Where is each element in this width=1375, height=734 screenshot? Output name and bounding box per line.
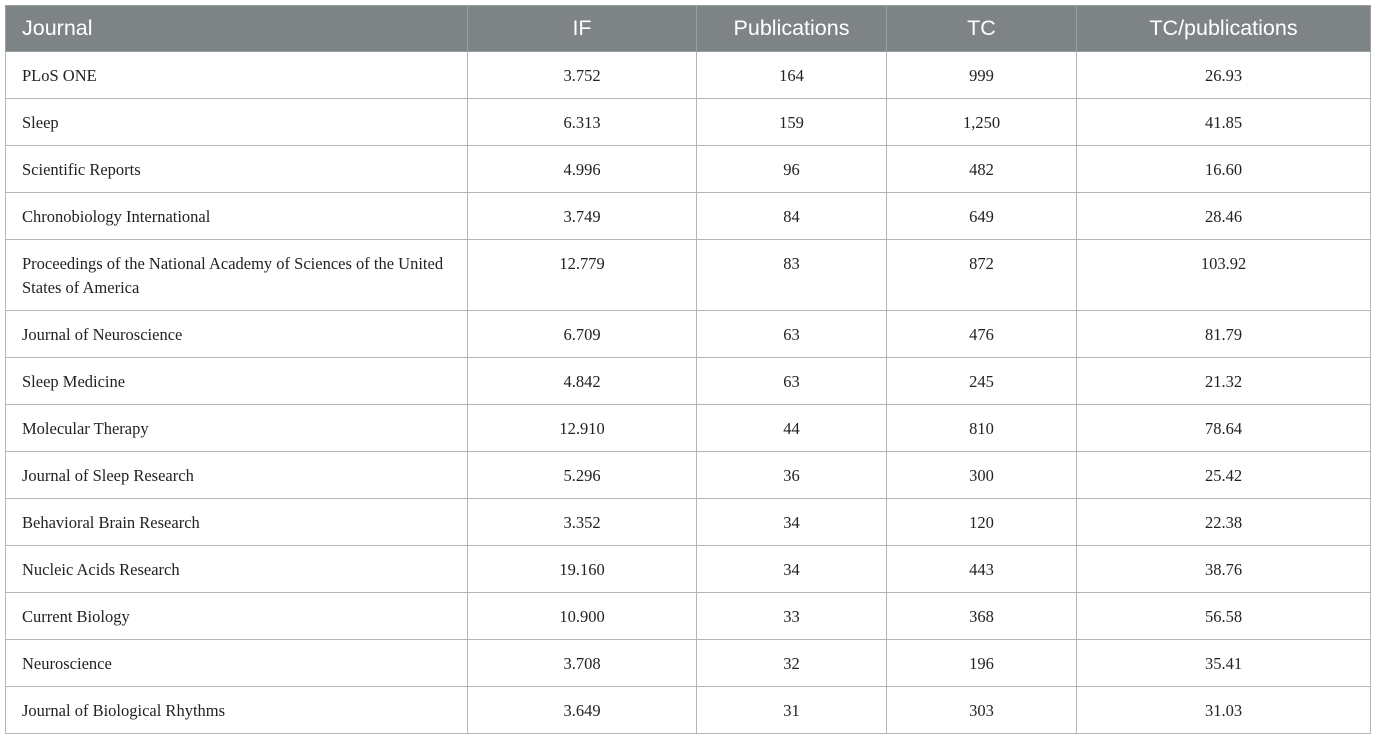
tc-cell: 443 [887,546,1077,593]
journal-cell: Chronobiology International [6,193,468,240]
journal-cell: Journal of Sleep Research [6,452,468,499]
journal-table [5,5,1371,734]
tc-cell: 872 [887,240,1077,311]
publications-cell: 83 [697,240,887,311]
publications-cell: 34 [697,546,887,593]
table-row [6,52,1371,99]
table-row [6,405,1371,452]
journal-cell: Current Biology [6,593,468,640]
table-row [6,311,1371,358]
tc-per-publication-cell: 35.41 [1077,640,1371,687]
tc-per-publication-cell: 16.60 [1077,146,1371,193]
table-row [6,499,1371,546]
table-row [6,593,1371,640]
tc-cell: 482 [887,146,1077,193]
publications-cell: 34 [697,499,887,546]
table-row [6,146,1371,193]
if-cell: 3.752 [468,52,697,99]
table-row [6,240,1371,311]
table-header [6,6,1371,52]
column-header-journal: Journal [6,6,468,52]
tc-cell: 476 [887,311,1077,358]
publications-cell: 31 [697,687,887,734]
publications-cell: 32 [697,640,887,687]
if-cell: 10.900 [468,593,697,640]
table-body [6,52,1371,734]
journal-cell: Nucleic Acids Research [6,546,468,593]
tc-cell: 120 [887,499,1077,546]
column-header-if: IF [468,6,697,52]
tc-per-publication-cell: 38.76 [1077,546,1371,593]
journal-cell: Behavioral Brain Research [6,499,468,546]
tc-per-publication-cell: 22.38 [1077,499,1371,546]
publications-cell: 164 [697,52,887,99]
column-header-tc-per-publication: TC/publications [1077,6,1371,52]
tc-per-publication-cell: 103.92 [1077,240,1371,311]
journal-cell: PLoS ONE [6,52,468,99]
if-cell: 6.709 [468,311,697,358]
if-cell: 3.708 [468,640,697,687]
if-cell: 3.352 [468,499,697,546]
header-row [6,6,1371,52]
tc-cell: 810 [887,405,1077,452]
publications-cell: 44 [697,405,887,452]
tc-cell: 1,250 [887,99,1077,146]
journal-cell: Journal of Neuroscience [6,311,468,358]
tc-per-publication-cell: 81.79 [1077,311,1371,358]
column-header-publications: Publications [697,6,887,52]
tc-per-publication-cell: 31.03 [1077,687,1371,734]
table-row [6,358,1371,405]
if-cell: 4.842 [468,358,697,405]
if-cell: 12.910 [468,405,697,452]
publications-cell: 159 [697,99,887,146]
publications-cell: 36 [697,452,887,499]
tc-per-publication-cell: 21.32 [1077,358,1371,405]
table-row [6,452,1371,499]
table-row [6,99,1371,146]
journal-cell: Scientific Reports [6,146,468,193]
publications-cell: 84 [697,193,887,240]
journal-cell: Journal of Biological Rhythms [6,687,468,734]
tc-per-publication-cell: 78.64 [1077,405,1371,452]
tc-cell: 300 [887,452,1077,499]
if-cell: 6.313 [468,99,697,146]
journal-cell: Molecular Therapy [6,405,468,452]
tc-per-publication-cell: 25.42 [1077,452,1371,499]
if-cell: 4.996 [468,146,697,193]
table-row [6,687,1371,734]
publications-cell: 63 [697,311,887,358]
if-cell: 5.296 [468,452,697,499]
journal-cell: Proceedings of the National Academy of Sciences of the United States of America [6,240,468,311]
if-cell: 19.160 [468,546,697,593]
tc-per-publication-cell: 28.46 [1077,193,1371,240]
if-cell: 3.749 [468,193,697,240]
column-header-tc: TC [887,6,1077,52]
if-cell: 3.649 [468,687,697,734]
publications-cell: 63 [697,358,887,405]
publications-cell: 33 [697,593,887,640]
tc-cell: 245 [887,358,1077,405]
tc-cell: 368 [887,593,1077,640]
tc-per-publication-cell: 26.93 [1077,52,1371,99]
publications-cell: 96 [697,146,887,193]
journal-cell: Neuroscience [6,640,468,687]
journal-cell: Sleep [6,99,468,146]
tc-per-publication-cell: 41.85 [1077,99,1371,146]
table-row [6,193,1371,240]
table-row [6,640,1371,687]
tc-cell: 649 [887,193,1077,240]
table-row [6,546,1371,593]
tc-per-publication-cell: 56.58 [1077,593,1371,640]
tc-cell: 196 [887,640,1077,687]
tc-cell: 303 [887,687,1077,734]
if-cell: 12.779 [468,240,697,311]
journal-cell: Sleep Medicine [6,358,468,405]
tc-cell: 999 [887,52,1077,99]
